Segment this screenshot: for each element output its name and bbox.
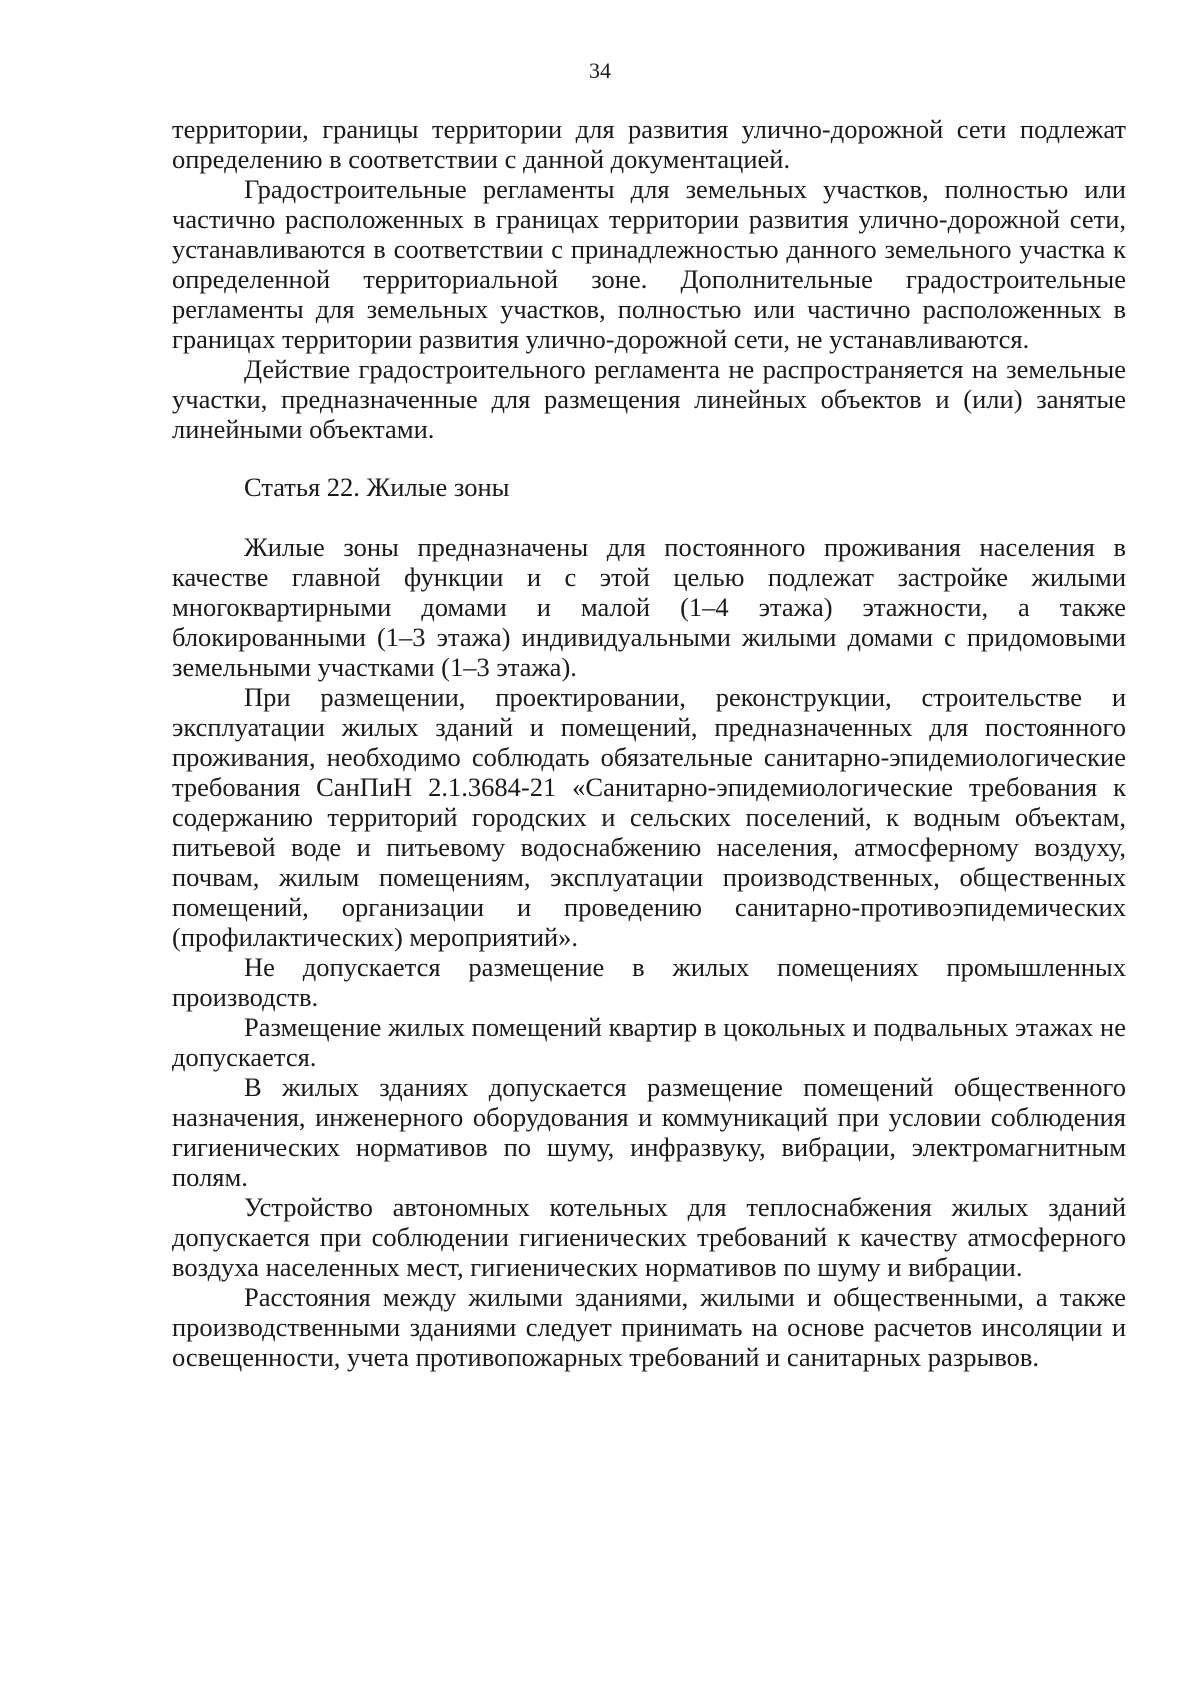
paragraph-building-distances: Расстояния между жилыми зданиями, жилыми и общественными, а также производственными зданиями следует принимать на основе расчетов инсоляции и освещенности, учета противопожарных требований и санитарных разрывов. [172,1282,1126,1372]
article-heading: Статья 22. Жилые зоны [244,472,510,502]
paragraph-regulation-scope: Действие градостроительного регламента не распространяется на земельные участки, предназначенные для размещения линейных объектов и (или) занятые линейными объектами. [172,354,1126,444]
paragraph-sanitary-requirements: При размещении, проектировании, реконструкции, строительстве и эксплуатации жилых зданий и помещений, предназначенных для постоянного проживания, необходимо соблюдать обязательные санитарно-эпидемиологические требования СанПиН 2.1.3684-21 «Санитарно-эпидемиологические требования к содержанию территорий городских и сельских поселений, к водным объектам, питьевой воде и питьевому водоснабжению населения, атмосферному воздуху, почвам, жилым помещениям, эксплуатации производственных, общественных помещений, организации и проведению санитарно-противоэпидемических (профилактических) мероприятий». [172,682,1126,952]
paragraph-industrial-prohibition: Не допускается размещение в жилых помещениях промышленных производств. [172,952,1126,1012]
paragraph-boiler-houses: Устройство автономных котельных для теплоснабжения жилых зданий допускается при соблюдении гигиенических требований к качеству атмосферного воздуха населенных мест, гигиенических нормативов по шуму и вибрации. [172,1192,1126,1282]
paragraph-urban-regulations: Градостроительные регламенты для земельных участков, полностью или частично расположенных в границах территории развития улично-дорожной сети, устанавливаются в соответствии с принадлежностью данного земельного участка к определенной территориальной зоне. Дополнительные градостроительные регламенты для земельных участков, полностью или частично расположенных в границах территории развития улично-дорожной сети, не устанавливаются. [172,174,1126,354]
paragraph-basement-prohibition: Размещение жилых помещений квартир в цокольных и подвальных этажах не допускается. [172,1012,1126,1072]
paragraph-public-premises: В жилых зданиях допускается размещение помещений общественного назначения, инженерного оборудования и коммуникаций при условии соблюдения гигиенических нормативов по шуму, инфразвуку, вибрации, электромагнитным полям. [172,1072,1126,1192]
page-number: 34 [589,58,611,83]
document-body [172,114,1126,1372]
paragraph-residential-zones: Жилые зоны предназначены для постоянного проживания населения в качестве главной функции и с этой целью подлежат застройке жилыми многоквартирными домами и малой (1–4 этажа) этажности, а также блокированными (1–3 этажа) индивидуальными жилыми домами с придомовыми земельными участками (1–3 этажа). [172,532,1126,682]
paragraph-continuation: территории, границы территории для развития улично-дорожной сети подлежат определению в соответствии с данной документацией. [172,114,1126,174]
